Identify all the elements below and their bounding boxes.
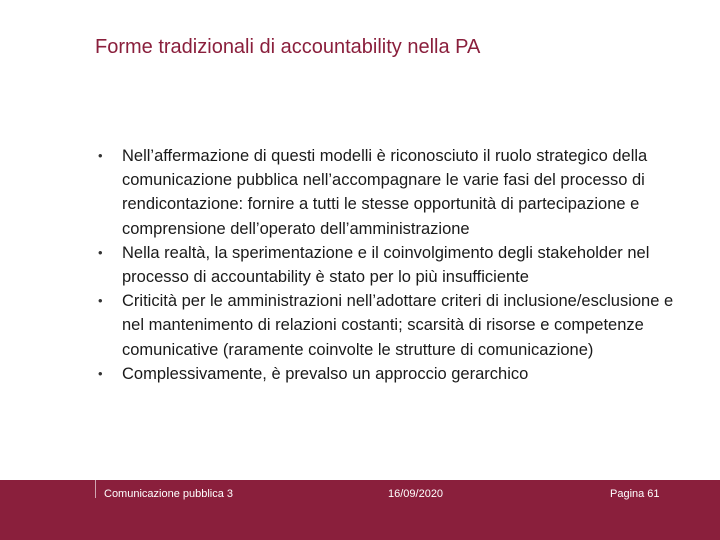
bullet-marker: • bbox=[98, 148, 103, 163]
slide-title: Forme tradizionali di accountability nella PA bbox=[95, 36, 481, 58]
slide-footer bbox=[0, 480, 720, 540]
bullet-text: Criticità per le amministrazioni nell’adottare criteri di inclusione/esclusione e nel mantenimento di relazioni costanti; scarsità di risorse e competenze comunicative (raramente coinvolte le strutture di comunicazione) bbox=[122, 292, 674, 359]
footer-date: 16/09/2020 bbox=[388, 488, 444, 500]
bullet-list bbox=[96, 144, 686, 386]
bullet-item bbox=[96, 289, 686, 362]
bullet-marker: • bbox=[98, 244, 103, 260]
bullet-text: Nell’affermazione di questi modelli è riconosciuto il ruolo strategico della comunicazione pubblica nell’accompagnare le varie fasi del processo di rendicontazione: fornire a tutti le stesse opportunità di partecipazione e comprensione dell’operato dell’amministrazione bbox=[122, 147, 648, 238]
bullet-text: Complessivamente, è prevalso un approccio gerarchico bbox=[122, 364, 529, 383]
footer-divider bbox=[95, 480, 96, 498]
footer-course: Comunicazione pubblica 3 bbox=[104, 488, 234, 500]
bullet-item bbox=[96, 362, 686, 386]
footer-page-number: Pagina 61 bbox=[610, 488, 660, 500]
bullet-text: Nella realtà, la sperimentazione e il coinvolgimento degli stakeholder nel processo di accountability è stato per lo più insufficiente bbox=[122, 243, 650, 287]
bullet-item bbox=[96, 144, 686, 241]
bullet-marker: • bbox=[98, 293, 103, 309]
bullet-item bbox=[96, 241, 686, 289]
bullet-marker: • bbox=[98, 365, 103, 381]
